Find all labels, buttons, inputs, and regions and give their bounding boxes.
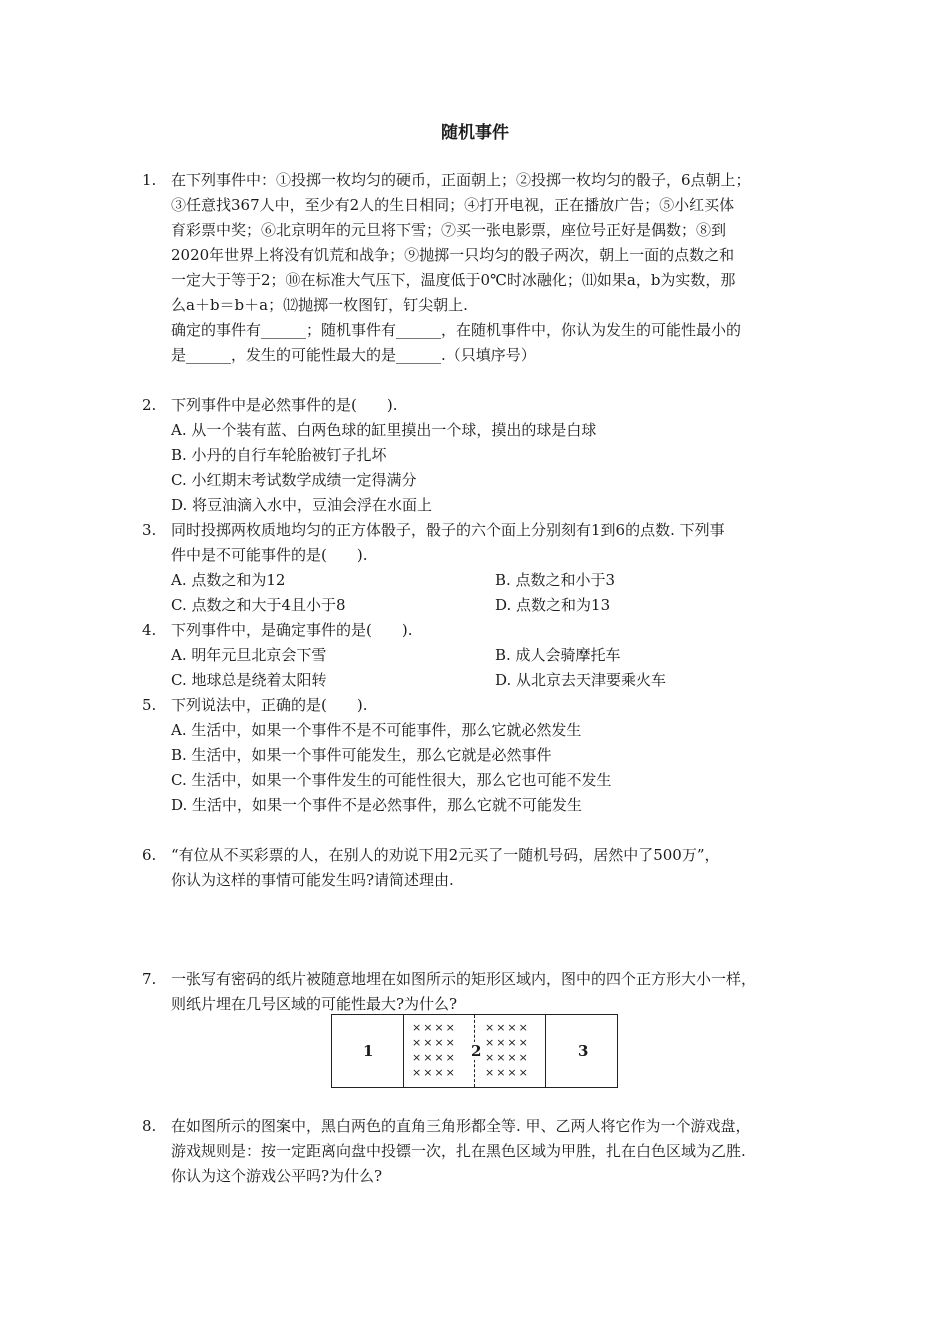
- question-stem: 下列说法中，正确的是( ).: [171, 696, 368, 714]
- cross-row: ××××: [485, 1051, 530, 1064]
- question-text-line: 一张写有密码的纸片被随意地埋在如图所示的矩形区域内，图中的四个正方形大小一样，: [171, 970, 757, 988]
- question-number: 3.: [142, 521, 157, 539]
- option-a: A. 明年元旦北京会下雪: [171, 646, 327, 664]
- option-d: D. 生活中，如果一个事件不是必然事件，那么它就不可能发生: [171, 796, 583, 814]
- region-2-right-square: [475, 1015, 546, 1087]
- option-b: B. 成人会骑摩托车: [495, 646, 621, 664]
- region-1-label: 1: [363, 1042, 374, 1060]
- option-c: C. 小红期末考试数学成绩一定得满分: [171, 471, 417, 489]
- option-d: D. 点数之和为13: [495, 596, 611, 614]
- region-1: [332, 1015, 404, 1087]
- cross-hatch-pattern: [485, 1020, 530, 1080]
- question-stem: 下列事件中，是确定事件的是( ).: [171, 621, 413, 639]
- question-text-line: 在如图所示的图案中，黑白两色的直角三角形都全等. 甲、乙两人将它作为一个游戏盘，: [171, 1117, 751, 1135]
- question-text-line: 游戏规则是：按一定距离向盘中投镖一次，扎在黑色区域为甲胜，扎在白色区域为乙胜.: [171, 1142, 746, 1160]
- cross-row: ××××: [412, 1021, 457, 1034]
- region-2-label: 2: [471, 1042, 482, 1060]
- question-stem: 件中是不可能事件的是( ).: [171, 546, 368, 564]
- question-number: 4.: [142, 621, 157, 639]
- option-a: A. 生活中，如果一个事件不是不可能事件，那么它就必然发生: [171, 721, 582, 739]
- option-c: C. 点数之和大于4且小于8: [171, 596, 346, 614]
- question-stem: 下列事件中是必然事件的是( ).: [171, 396, 398, 414]
- question-number: 2.: [142, 396, 157, 414]
- question-text-line: 你认为这样的事情可能发生吗?请简述理由.: [171, 871, 454, 889]
- option-c: C. 生活中，如果一个事件发生的可能性很大，那么它也可能不发生: [171, 771, 612, 789]
- fill-blank-line: 确定的事件有______；随机事件有______，在随机事件中，你认为发生的可能性最小的: [171, 321, 742, 339]
- region-2-left-square: [404, 1015, 475, 1087]
- option-b: B. 小丹的自行车轮胎被钉子扎坏: [171, 446, 387, 464]
- region-3: [546, 1015, 616, 1087]
- question-number: 1.: [142, 171, 157, 189]
- option-a: A. 点数之和为12: [171, 571, 286, 589]
- cross-row: ××××: [412, 1066, 457, 1079]
- cross-hatch-pattern: [412, 1020, 457, 1080]
- question-text-line: ③任意找367人中，至少有2人的生日相同；④打开电视，正在播放广告；⑤小红买体: [171, 196, 735, 214]
- question-text-line: 2020年世界上将没有饥荒和战争；⑨抛掷一只均匀的骰子两次，朝上一面的点数之和: [171, 246, 735, 264]
- question-number: 8.: [142, 1117, 157, 1135]
- option-d: D. 从北京去天津要乘火车: [495, 671, 667, 689]
- cross-row: ××××: [485, 1036, 530, 1049]
- fill-blank-line: 是______，发生的可能性最大的是______.（只填序号）: [171, 346, 536, 364]
- option-c: C. 地球总是绕着太阳转: [171, 671, 327, 689]
- question-text-line: 一定大于等于2；⑩在标准大气压下，温度低于0℃时冰融化；⑾如果a，b为实数，那: [171, 271, 736, 289]
- question-number: 5.: [142, 696, 157, 714]
- option-a: A. 从一个装有蓝、白两色球的缸里摸出一个球，摸出的球是白球: [171, 421, 597, 439]
- question-text-line: “有位从不买彩票的人，在别人的劝说下用2元买了一随机号码，居然中了500万”，: [171, 846, 720, 864]
- question-text-line: 在下列事件中：①投掷一枚均匀的硬币，正面朝上；②投掷一枚均匀的骰子，6点朝上；: [171, 171, 751, 189]
- question-stem: 同时投掷两枚质地均匀的正方体骰子，骰子的六个面上分别刻有1到6的点数. 下列事: [171, 521, 725, 539]
- cross-row: ××××: [412, 1051, 457, 1064]
- cross-row: ××××: [485, 1066, 530, 1079]
- page-title: 随机事件: [441, 123, 509, 143]
- region-3-label: 3: [578, 1042, 589, 1060]
- question-text-line: 则纸片埋在几号区域的可能性最大?为什么?: [171, 995, 458, 1013]
- cross-row: ××××: [412, 1036, 457, 1049]
- question-text-line: 么a＋b＝b＋a；⑿抛掷一枚图钉，钉尖朝上.: [171, 296, 468, 314]
- question-number: 7.: [142, 970, 157, 988]
- option-b: B. 点数之和小于3: [495, 571, 616, 589]
- question-number: 6.: [142, 846, 157, 864]
- cross-row: ××××: [485, 1021, 530, 1034]
- option-b: B. 生活中，如果一个事件可能发生，那么它就是必然事件: [171, 746, 552, 764]
- question-text-line: 你认为这个游戏公平吗?为什么?: [171, 1167, 383, 1185]
- question-text-line: 育彩票中奖；⑥北京明年的元旦将下雪；⑦买一张电影票，座位号正好是偶数；⑧到: [171, 221, 727, 239]
- option-d: D. 将豆油滴入水中，豆油会浮在水面上: [171, 496, 433, 514]
- rectangle-region-figure: [331, 1014, 618, 1088]
